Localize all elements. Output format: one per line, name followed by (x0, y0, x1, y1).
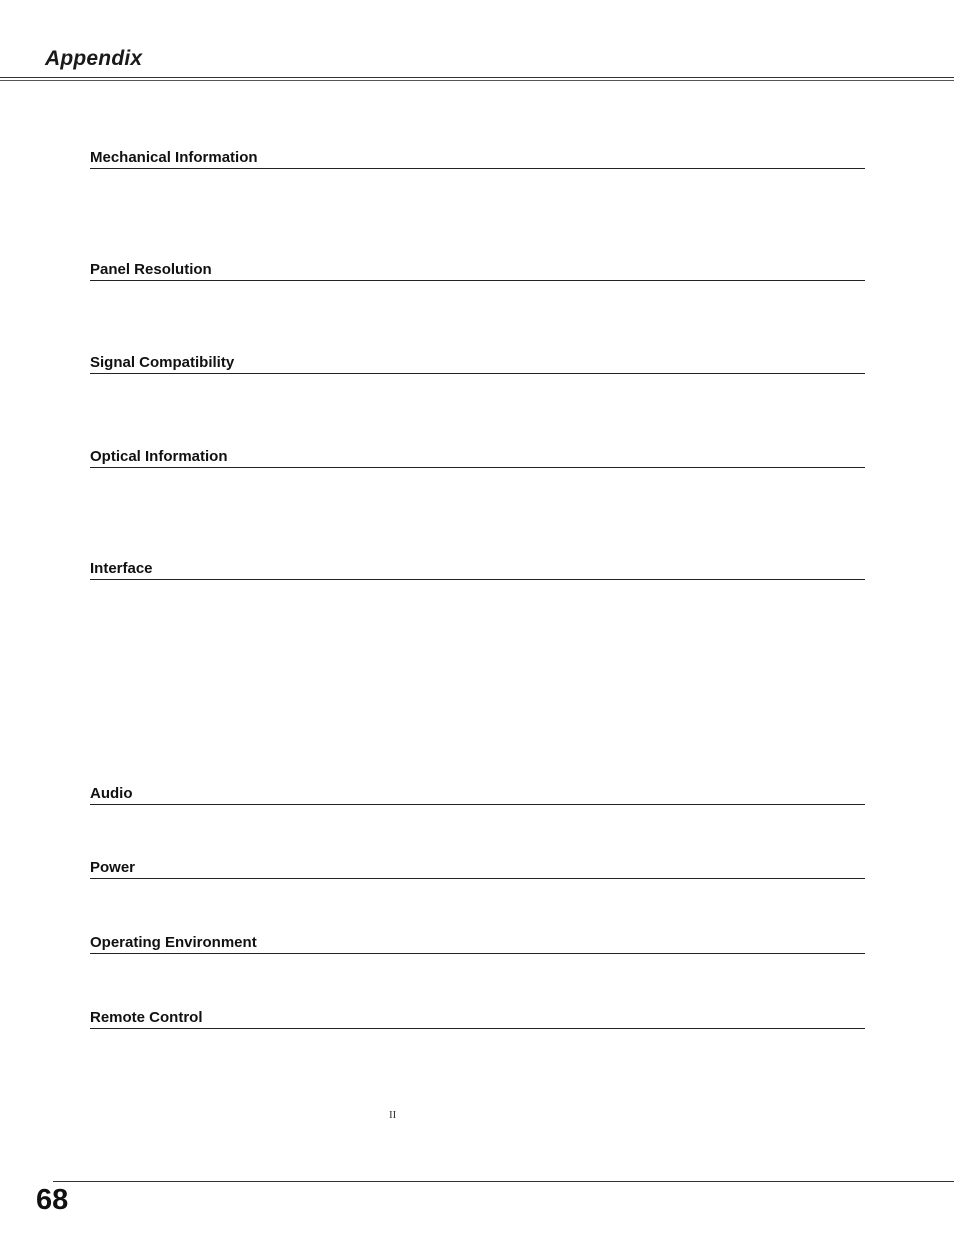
page-header-title: Appendix (45, 47, 143, 70)
section-title: Optical Information (90, 448, 228, 465)
page-number: 68 (36, 1184, 69, 1216)
section-audio (90, 785, 865, 805)
section-title: Signal Compatibility (90, 354, 235, 371)
section-mechanical-information (90, 149, 865, 169)
section-title: Operating Environment (90, 934, 257, 951)
section-rule (90, 467, 865, 468)
section-rule (90, 953, 865, 954)
section-operating-environment (90, 934, 865, 954)
section-title: Remote Control (90, 1009, 203, 1026)
section-rule (90, 804, 865, 805)
section-power (90, 859, 865, 879)
section-title: Interface (90, 560, 153, 577)
section-rule (90, 1028, 865, 1029)
page-mark: II (389, 1109, 397, 1121)
section-rule (90, 373, 865, 374)
section-rule (90, 168, 865, 169)
section-interface (90, 560, 865, 580)
section-rule (90, 280, 865, 281)
section-title: Mechanical Information (90, 149, 258, 166)
section-optical-information (90, 448, 865, 468)
section-rule (90, 878, 865, 879)
section-signal-compatibility (90, 354, 865, 374)
section-panel-resolution (90, 261, 865, 281)
section-title: Audio (90, 785, 133, 802)
section-rule (90, 579, 865, 580)
footer-rule (53, 1181, 954, 1182)
section-title: Power (90, 859, 136, 876)
header-rule-secondary (0, 80, 954, 81)
section-remote-control (90, 1009, 865, 1029)
section-title: Panel Resolution (90, 261, 212, 278)
header-rule (0, 77, 954, 78)
